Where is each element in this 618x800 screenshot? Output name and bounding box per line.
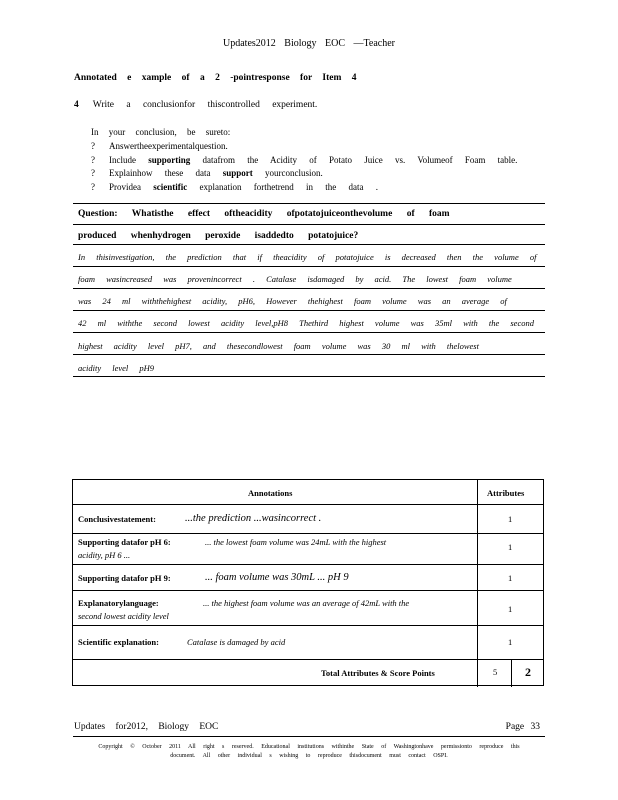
question-line-1: Question: Whatisthe effect oftheacidity ofpotatojuiceonthevolume of foam [78,209,450,219]
row-annotation: Catalase is damaged by acid [187,637,286,647]
bullet-text: Answertheexperimentalquestion. [109,141,228,151]
row-divider [73,625,543,626]
row-attribute: 1 [508,573,513,583]
row-annotation-cont: second lowest acidity level [78,611,169,621]
instructions-intro: In your conclusion, be sureto: [91,127,231,137]
bullet-mark: ? [91,182,95,192]
response-line: foam wasincreased was provenincorrect . Catalase isdamaged by acid. The lowest foam volume [78,274,512,284]
row-annotation: ... the lowest foam volume was 24mL with the highest [205,537,387,547]
total-divider [477,659,478,687]
footer-left: Updates for2012, Biology EOC [74,722,219,732]
bullet-mark: ? [91,155,95,165]
row-label: Conclusivestatement: [78,514,156,524]
bullet-text: Explainhow these data support yourconclusion. [109,168,323,178]
rule [73,244,545,245]
page-number: Page 33 [505,722,540,732]
rule [73,354,545,355]
row-attribute: 1 [508,637,513,647]
row-label: Supporting datafor pH 9: [78,573,171,583]
rule [73,224,545,225]
bullet-text: Providea scientific explanation forthetrend in the data . [109,182,378,192]
rule [73,288,545,289]
item-prompt-text: Write a conclusionfor thiscontrolled experiment. [92,100,318,110]
question-line-2: produced whenhydrogen peroxide isaddedto potatojuice? [78,231,359,241]
item-prompt [74,100,317,110]
row-label: Explanatorylanguage: [78,598,159,608]
row-label: Supporting datafor pH 6: [78,537,171,547]
row-divider [73,659,543,660]
bullet-text: Include supporting datafrom the Acidity of Potato Juice vs. Volumeof Foam table. [109,155,518,165]
item-number: 4 [74,100,79,110]
row-annotation: ... the highest foam volume was an average of 42mL with the [203,598,410,608]
total-divider [511,659,512,687]
total-label: Total Attributes & Score Points [321,668,435,678]
response-line: acidity level pH9 [78,363,155,373]
row-attribute: 1 [508,514,513,524]
footer-rule [73,736,545,737]
row-attribute: 1 [508,542,513,552]
response-line: was 24 ml withthehighest acidity, pH6, However thehighest foam volume was an average of [78,296,507,306]
rule [73,266,545,267]
attributes-header: Attributes [487,488,525,498]
response-line: 42 ml withthe second lowest acidity level,pH8 Thethird highest volume was 35ml with the second [78,318,534,328]
response-bottom-rule [73,376,545,377]
annotations-table [72,479,544,686]
annotated-example-title: Annotated e xample of a 2 -pointresponse for Item 4 [74,73,357,83]
annotations-header: Annotations [248,488,293,498]
question-top-rule [73,203,545,204]
bullet-mark: ? [91,168,95,178]
bullet-mark: ? [91,141,95,151]
column-divider [477,480,478,659]
copyright-line-2: document. All other individual s wishing to reproduce thisdocument must contact OSPI. [170,753,448,759]
total-attributes: 5 [493,667,498,677]
copyright-line-1: Copyright © October 2011 All right s reserved. Educational institutions withinthe State of Washingtonhave permissionto reproduce this [98,744,520,750]
row-divider [73,533,543,534]
rule [73,332,545,333]
response-line: highest acidity level pH7, and thesecondlowest foam volume was 30 ml with thelowest [78,341,479,351]
row-attribute: 1 [508,604,513,614]
row-divider [73,564,543,565]
page-header: Updates2012 Biology EOC —Teacher [223,38,395,49]
row-annotation: ... foam volume was 30mL ... pH 9 [205,572,349,583]
score-points: 2 [525,665,531,679]
row-annotation-cont: acidity, pH 6 ... [78,550,131,560]
response-line: In thisinvestigation, the prediction that if theacidity of potatojuice is decreased then the volume of [78,252,537,262]
row-label: Scientific explanation: [78,637,159,647]
rule [73,310,545,311]
row-annotation: ...the prediction ...wasincorrect . [185,513,322,524]
row-divider [73,504,543,505]
row-divider [73,590,543,591]
